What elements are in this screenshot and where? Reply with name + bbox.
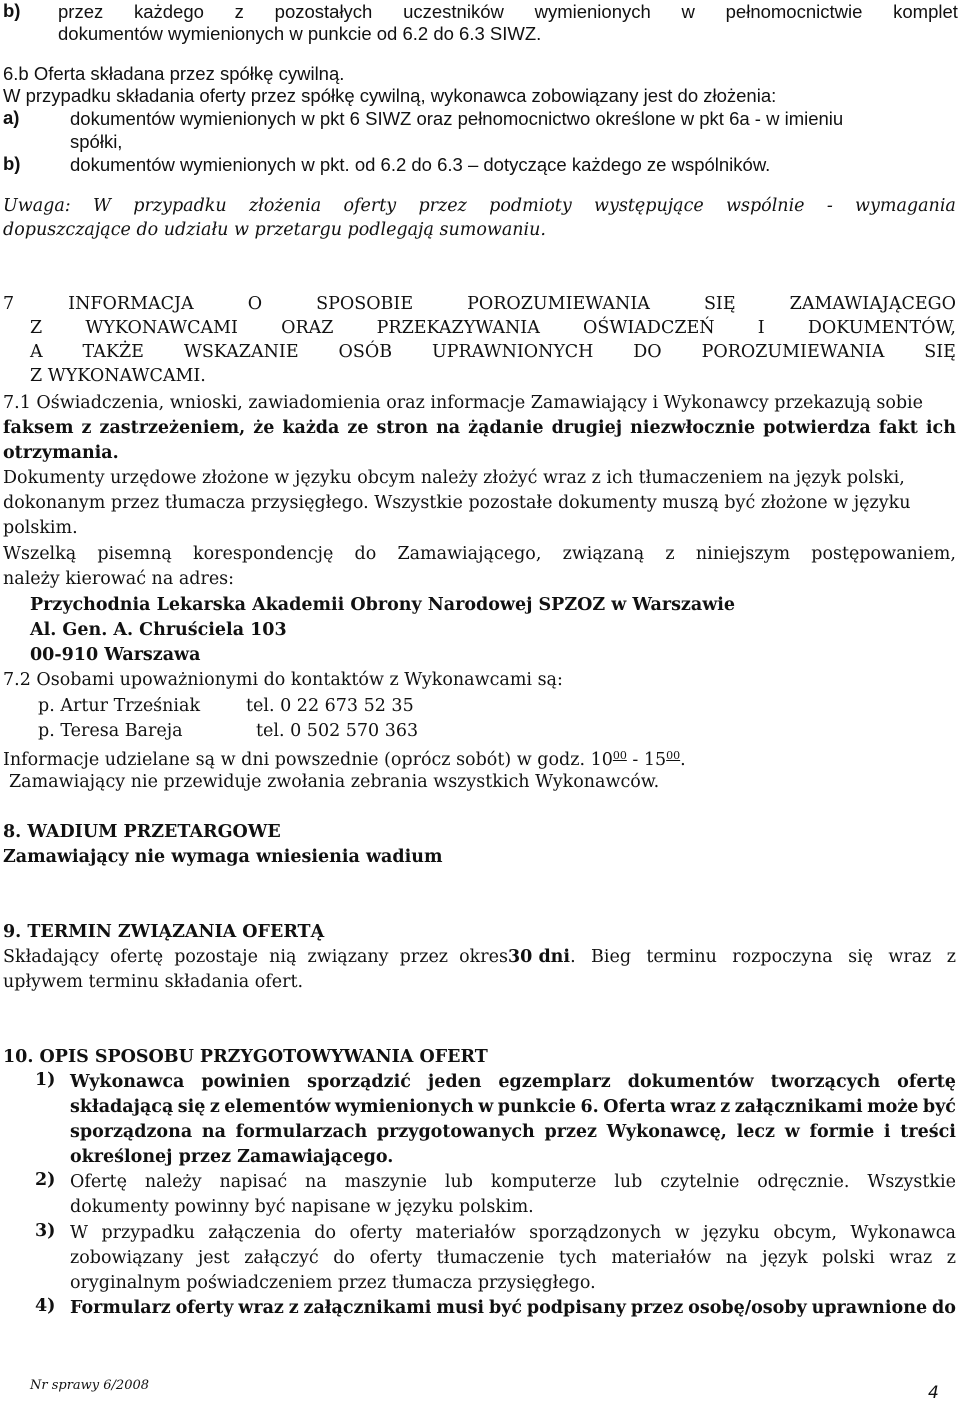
word: Zamawiającego, [397, 544, 542, 564]
word: uprawnione [811, 1298, 928, 1318]
word: formularzach [235, 1122, 368, 1142]
word: oferty [349, 1223, 403, 1243]
word: materiałów [611, 1248, 712, 1268]
word: niniejszym [695, 544, 791, 564]
section-heading: 9. TERMIN ZWIĄZANIA OFERTĄ [3, 922, 325, 942]
word: nią [269, 947, 297, 967]
paragraph-line: dokumentów wymienionych w pkt. od 6.2 do 6.3 – dotyczące każdego ze wspólników. [70, 154, 771, 175]
list-marker: 1) [35, 1070, 56, 1090]
word: polski [822, 1248, 875, 1268]
word: INFORMACJA [68, 294, 194, 314]
word: pisemną [97, 544, 172, 564]
word: wymagania [855, 196, 956, 216]
word: OSÓB [338, 342, 393, 362]
word: zastrzeżeniem, [99, 418, 246, 438]
word: - [826, 196, 833, 216]
word: ofertę [110, 947, 164, 967]
word: że [253, 418, 275, 438]
word: z [946, 1248, 956, 1268]
paragraph-line [3, 542, 956, 566]
word: Formularz [70, 1298, 171, 1318]
word: jeden [427, 1072, 482, 1092]
word: załącznikami [734, 1097, 863, 1117]
word: ZAMAWIAJĄCEGO [789, 294, 956, 314]
paragraph-line [70, 1296, 956, 1320]
paragraph-line: dokumentów wymienionych w punkcie od 6.2 do 6.3 SIWZ. [58, 23, 542, 44]
word: do [931, 1298, 956, 1318]
word: każda [282, 418, 340, 438]
word: podpisany [526, 1298, 626, 1318]
address-line: Al. Gen. A. Chruściela 103 [30, 620, 287, 640]
word: uczestników [403, 1, 504, 22]
word: WYKONAWCAMI [85, 318, 238, 338]
word: komplet [893, 1, 958, 22]
word: Z [30, 318, 43, 338]
word: do [333, 1248, 355, 1268]
word: przez [418, 196, 467, 216]
word: Wszelką [3, 544, 77, 564]
word: sporządzonych [529, 1223, 662, 1243]
word: TAKŻE [82, 342, 144, 362]
word: pełnomocnictwie [725, 1, 863, 22]
word: potwierdza [763, 418, 871, 438]
word: języku [703, 1223, 760, 1243]
word: język [762, 1248, 808, 1268]
paragraph-line: Dokumenty urzędowe złożone w języku obcym należy złożyć wraz z ich tłumaczeniem na język polski, [3, 468, 905, 488]
paragraph-line: spółki, [70, 131, 123, 152]
word: wymienionych [534, 1, 651, 22]
paragraph-line: Zamawiający nie przewiduje zwołania zebrania wszystkich Wykonawców. [9, 772, 660, 792]
word: jest [197, 1248, 230, 1268]
word: Uwaga: [3, 196, 71, 216]
word: WSKAZANIE [183, 342, 299, 362]
word: tworzących [770, 1072, 881, 1092]
word: zobowiązany [70, 1248, 184, 1268]
paragraph-line: dokonanym przez tłumacza przysięgłego. Wszystkie pozostałe dokumenty muszą być złożone w języku [3, 493, 911, 513]
word: O [247, 294, 263, 314]
word: faksem [3, 418, 74, 438]
contact-name: p. Artur Trześniak [38, 696, 201, 716]
paragraph-line: 7.1 Oświadczenia, wnioski, zawiadomienia oraz informacje Zamawiający i Wykonawcy przekazują sobie [3, 393, 924, 413]
word: lecz [736, 1122, 775, 1142]
word: z [665, 544, 675, 564]
word: powinien [201, 1072, 291, 1092]
word: Wykonawcę, [606, 1122, 727, 1142]
word: terminu [646, 947, 717, 967]
word: z [946, 947, 956, 967]
word: korespondencję [193, 544, 334, 564]
word: oferty [175, 1298, 234, 1318]
word: przez [544, 1122, 597, 1142]
word: W [92, 196, 111, 216]
word: DOKUMENTÓW, [807, 318, 956, 338]
paragraph-line [3, 416, 956, 440]
word: w [674, 1223, 690, 1243]
list-marker: b) [3, 0, 21, 21]
word: lub [614, 1172, 643, 1192]
word: niezwłocznie [630, 418, 756, 438]
word: Oferta [603, 1097, 666, 1117]
word: przez [399, 947, 449, 967]
word: Wszystkie [867, 1172, 956, 1192]
word: okres [459, 947, 508, 967]
word: podmioty [489, 196, 572, 216]
word: formie [809, 1122, 875, 1142]
word: tych [558, 1248, 597, 1268]
list-marker: 3) [35, 1221, 56, 1241]
word: treści [900, 1122, 956, 1142]
paragraph-line: dokumentów wymienionych w pkt 6 SIWZ oraz pełnomocnictwo określone w pkt 6a - w imieniu [70, 108, 844, 129]
paragraph-line: polskim. [3, 518, 78, 538]
section-heading: 8. WADIUM PRZETARGOWE [3, 822, 281, 842]
page-number: 4 [928, 1383, 939, 1403]
word: PRZEKAZYWANIA [376, 318, 540, 338]
contact-name: p. Teresa Bareja [38, 721, 183, 741]
word: osobę/osoby [688, 1298, 807, 1318]
word: fakt [878, 418, 918, 438]
word: ich [925, 418, 956, 438]
word: SPOSOBIE [316, 294, 414, 314]
word: z [288, 1298, 299, 1318]
address-line: 00-910 Warszawa [30, 645, 201, 665]
word: oferty [343, 196, 397, 216]
word: POROZUMIEWANIA [467, 294, 650, 314]
word: załączyć [244, 1248, 319, 1268]
word: ofertę [897, 1072, 956, 1092]
word: związany [307, 947, 389, 967]
word: I [757, 318, 765, 338]
word: egzemplarz [498, 1072, 611, 1092]
paragraph-line: W przypadku składania oferty przez spółkę cywilną, wykonawca zobowiązany jest do złożenia: [3, 85, 777, 106]
word: DO [633, 342, 662, 362]
word: OŚWIADCZEŃ [583, 318, 715, 338]
word: żądanie [468, 418, 544, 438]
paragraph-line: Zamawiający nie wymaga wniesienia wadium [3, 847, 443, 867]
word: dokumentów [627, 1072, 754, 1092]
paragraph-line: określonej przez Zamawiającego. [70, 1147, 394, 1167]
list-marker: 2) [35, 1170, 56, 1190]
word: przypadku [101, 1223, 195, 1243]
paragraph-line: dokumenty powinny być napisane w języku polskim. [70, 1197, 534, 1217]
word: napisać [219, 1172, 288, 1192]
contact-phone: tel. 0 502 570 363 [256, 721, 419, 741]
word: składającą [70, 1097, 174, 1117]
paragraph-line [70, 1095, 956, 1119]
word: Bieg [591, 947, 632, 967]
word: może [867, 1097, 919, 1117]
word: do [354, 544, 377, 564]
section-heading [3, 292, 956, 316]
section-heading: 10. OPIS SPOSOBU PRZYGOTOWYWANIA OFERT [3, 1047, 488, 1067]
word: tłumaczenie [436, 1248, 545, 1268]
word: złożenia [248, 196, 322, 216]
word: stron [376, 418, 429, 438]
footer-reference: Nr sprawy 6/2008 [30, 1378, 150, 1393]
word: oferty [369, 1248, 423, 1268]
list-marker: b) [3, 153, 21, 174]
word: do [314, 1223, 337, 1243]
word: się [848, 947, 874, 967]
word: Ofertę [70, 1172, 127, 1192]
word: na [305, 1172, 327, 1192]
word: Wykonawca [70, 1072, 185, 1092]
word: sporządzić [307, 1072, 411, 1092]
word: wymienionych [334, 1097, 474, 1117]
word: być [922, 1097, 956, 1117]
word: elementów [224, 1097, 331, 1117]
paragraph-line: należy kierować na adres: [3, 569, 235, 589]
paragraph-line: upływem terminu składania ofert. [3, 972, 304, 992]
section-heading [30, 316, 956, 340]
word: występujące [594, 196, 704, 216]
word: i [883, 1122, 891, 1142]
word: z [209, 1097, 220, 1117]
word: . [570, 947, 576, 967]
word: POROZUMIEWANIA [701, 342, 885, 362]
word: w [681, 1, 695, 22]
word: każdego [133, 1, 204, 22]
note-line [3, 194, 956, 218]
word: pozostałych [274, 1, 373, 22]
word: na [436, 418, 461, 438]
word: z [81, 418, 92, 438]
word: SIĘ [924, 342, 956, 362]
word: Składający [3, 947, 99, 967]
word: z [720, 1097, 731, 1117]
word: ze [347, 418, 369, 438]
paragraph-line: oryginalnym poświadczeniem przez tłumacza przysięgłego. [70, 1273, 596, 1293]
paragraph-line [70, 1246, 956, 1270]
paragraph-line: 7.2 Osobami upoważnionymi do kontaktów z Wykonawcami są: [3, 670, 563, 690]
paragraph-line [70, 1070, 956, 1094]
word: rozpoczyna [732, 947, 833, 967]
word: związaną [562, 544, 645, 564]
word: w [478, 1097, 494, 1117]
word: maszynie [344, 1172, 427, 1192]
list-marker: a) [3, 107, 20, 128]
word: sporządzona [70, 1122, 193, 1142]
word: przez [630, 1298, 684, 1318]
word: wraz [888, 947, 932, 967]
word: wspólnie [726, 196, 805, 216]
word: 6. [580, 1097, 599, 1117]
word: drugiej [551, 418, 623, 438]
word: odręcznie. [757, 1172, 850, 1192]
word: komputerze [490, 1172, 597, 1192]
paragraph-line [70, 1120, 956, 1144]
word: czytelnie [660, 1172, 740, 1192]
word: załączenia [208, 1223, 301, 1243]
section-heading [30, 340, 956, 364]
word: lub [444, 1172, 473, 1192]
word: przez [58, 1, 104, 22]
address-line: Przychodnia Lekarska Akademii Obrony Narodowej SPZOZ w Warszawie [30, 595, 736, 615]
word: postępowaniem, [811, 544, 956, 564]
section-heading: Z WYKONAWCAMI. [30, 366, 206, 386]
word: Wykonawca [850, 1223, 956, 1243]
word: załącznikami [303, 1298, 432, 1318]
word: musi [436, 1298, 485, 1318]
word: w [784, 1122, 800, 1142]
word: pozostaje [174, 947, 258, 967]
word: wraz [238, 1298, 284, 1318]
word: ORAZ [281, 318, 334, 338]
paragraph-line [70, 1170, 956, 1194]
paragraph-line [70, 1221, 956, 1245]
paragraph-line: Składający ofertę pozostaje nią związany przez okres 30 dni . Bieg terminu rozpoczyna się wraz z [3, 947, 956, 967]
word: SIĘ [703, 294, 736, 314]
paragraph-line [58, 0, 958, 24]
word: być [488, 1298, 522, 1318]
word: punkcie [497, 1097, 577, 1117]
word: z [234, 1, 244, 22]
note-line: dopuszczające do udziału w przetargu podlegają sumowaniu. [3, 220, 546, 240]
word: się [177, 1097, 206, 1117]
office-hours: Informacje udzielane są w dni powszednie (oprócz sobót) w godz. $10^{00} - 15^{00}$. [3, 749, 686, 770]
list-marker: 4) [35, 1296, 56, 1316]
word: należy [144, 1172, 202, 1192]
word: UPRAWNIONYCH [431, 342, 594, 362]
word: wraz [889, 1248, 933, 1268]
word: na [201, 1122, 226, 1142]
word: wraz [670, 1097, 716, 1117]
contact-phone: tel. 0 22 673 52 35 [246, 696, 414, 716]
section-heading: 6.b Oferta składana przez spółkę cywilną. [3, 63, 345, 84]
word: materiałów [415, 1223, 516, 1243]
word: W [70, 1223, 88, 1243]
word: przypadku [133, 196, 227, 216]
word: przygotowanych [376, 1122, 535, 1142]
paragraph-line: otrzymania. [3, 443, 119, 463]
word: A [30, 342, 43, 362]
word: obcym, [773, 1223, 837, 1243]
word: 7 [3, 294, 15, 314]
word: na [725, 1248, 748, 1268]
